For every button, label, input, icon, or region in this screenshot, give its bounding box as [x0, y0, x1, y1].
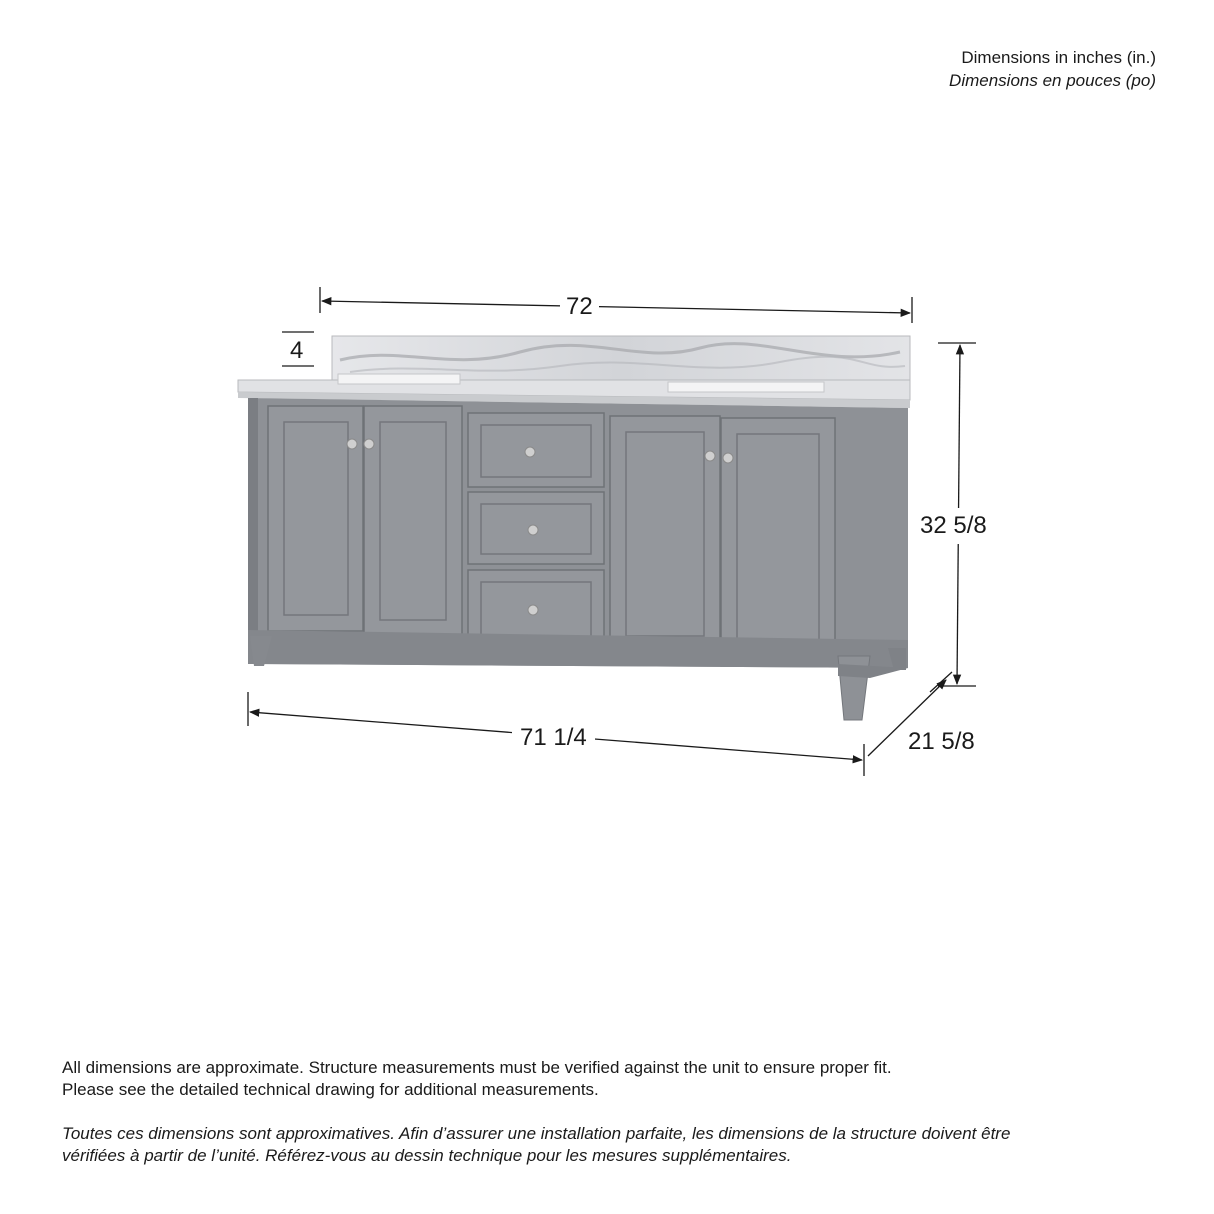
units-note-fr: Dimensions en pouces (po) [949, 71, 1156, 90]
drawer-top [468, 413, 604, 487]
note-fr-2: vérifiées à partir de l’unité. Référez-vous au dessin technique pour les mesures supplémentaires. [62, 1146, 792, 1165]
left-inner-door [364, 406, 462, 636]
note-en-1: All dimensions are approximate. Structure measurements must be verified against the unit to ensure proper fit. [62, 1058, 892, 1077]
units-note-en: Dimensions in inches (in.) [961, 48, 1156, 67]
note-fr-1: Toutes ces dimensions sont approximatives. Afin d’assurer une installation parfaite, les dimensions de la structure doivent être [62, 1124, 1011, 1143]
note-en-2: Please see the detailed technical drawing for additional measurements. [62, 1080, 599, 1099]
dim-backsplash-height: 4 [290, 337, 304, 364]
right-outer-door [721, 418, 835, 666]
disclaimer-notes [62, 1057, 1162, 1167]
dim-top-width: 72 [560, 293, 599, 321]
dim-base-width: 71 1/4 [512, 724, 595, 752]
cabinet-body [248, 398, 908, 720]
dim-height: 32 5/8 [920, 508, 987, 544]
dim-depth: 21 5/8 [908, 728, 975, 755]
backsplash [332, 336, 910, 380]
